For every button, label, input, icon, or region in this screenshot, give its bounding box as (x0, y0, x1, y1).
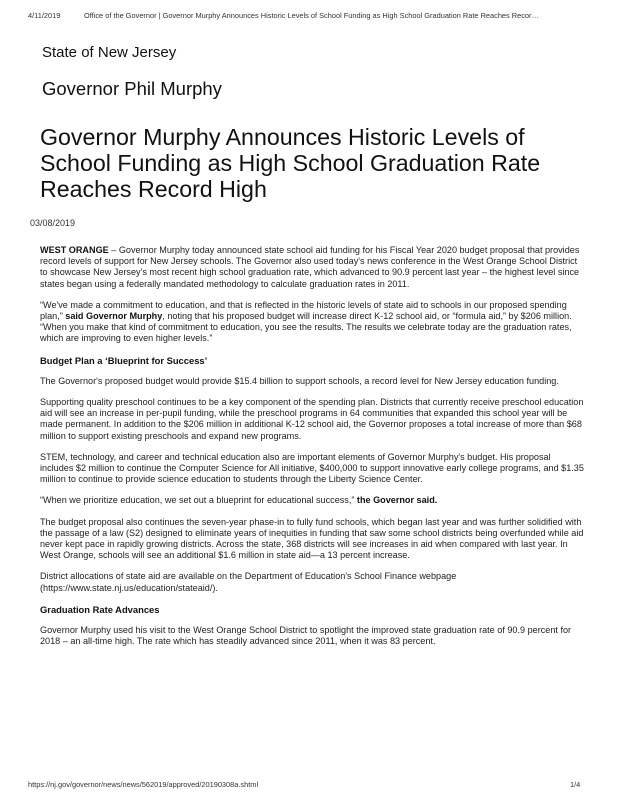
article-date: 03/08/2019 (30, 218, 76, 228)
paragraph-quote (40, 300, 585, 345)
quote-text-b: , noting that his proposed budget will increase direct K-12 school aid, or “formula aid,” by $206 million. “When you make that kind of commitment to education, you see the results. The results we celebrate today are the graduation rates, which are improving to even higher levels.” (40, 311, 572, 344)
dateline: WEST ORANGE (40, 245, 109, 255)
print-footer-page: 1/4 (570, 780, 581, 789)
paragraph-graduation: Governor Murphy used his visit to the West Orange School District to spotlight the improved state graduation rate of 90.9 percent for 2018 – an all-time high. The rate which has steadily advanced since 2011, when it was 83 percent. (40, 625, 572, 647)
article-title: Governor Murphy Announces Historic Levels of School Funding as High School Graduation Rate Reaches Record High (40, 124, 541, 202)
site-state-link[interactable]: State of New Jersey (42, 44, 177, 61)
blueprint-quote-attribution: the Governor said. (354, 495, 438, 506)
quote-text-a: “We've made a commitment to education, and that is reflected in the historic levels of state aid to schools in our proposed spending plan,” (40, 299, 567, 322)
paragraph-blueprint-quote (40, 495, 585, 506)
print-footer-url: https://nj.gov/governor/news/news/562019/approved/20190308a.shtml (28, 780, 259, 789)
paragraph-budget: The Governor's proposed budget would provide $15.4 billion to support schools, a record level for New Jersey education funding. (40, 375, 559, 386)
article-body (40, 245, 585, 657)
paragraph-preschool: Supporting quality preschool continues to be a key component of the spending plan. Districts that currently receive preschool education aid will see an increase in per-pupil funding, while the preschool programs in 64 communities that expanded this school year will be made permanent. In addition to the $206 million in additional K-12 school aid, the Governor proposes a total increase of more than $68 million to support existing preschools and expand new programs. (40, 397, 584, 441)
heading-graduation-rate: Graduation Rate Advances (40, 603, 160, 615)
paragraph-intro (40, 245, 585, 290)
paragraph-allocations: District allocations of state aid are available on the Department of Education's School Finance webpage (https://www.state.nj.us/education/stateaid/). (40, 571, 457, 593)
paragraph-phase-in: The budget proposal also continues the seven-year phase-in to fully fund schools, which began last year and was further solidified with the passage of a law (S2) designed to eliminate years of inequities in funding that saw some school districts being overfunded while aid never kept pace in rapidly growing districts. Across the state, 368 districts will see increases in aid when compared with last year. In West Orange, schools will see an additional $1.6 million in state aid—a 13 percent increase. (40, 516, 584, 561)
intro-text: – Governor Murphy today announced state school aid funding for his Fiscal Year 2020 budget proposal that provides record levels of support for New Jersey schools. The Governor also used today's news conference in the West Orange School District to showcase New Jersey's most recent high school graduation rate, which advanced to 90.9 percent last year – the highest level since states began using a federally mandated methodology to calculate graduation rates in 2011. (40, 245, 580, 289)
print-header-date: 4/11/2019 (28, 11, 61, 20)
blueprint-quote-text: “When we prioritize education, we set out a blueprint for educational success,” (40, 495, 355, 506)
heading-budget-plan: Budget Plan a ‘Blueprint for Success’ (40, 354, 208, 366)
print-header-title: Office of the Governor | Governor Murphy Announces Historic Levels of School Funding as High School Graduation Rate Reaches Recor… (84, 11, 539, 20)
quote-attribution: said Governor Murphy (62, 311, 163, 322)
paragraph-stem: STEM, technology, and career and technical education also are important elements of Governor Murphy's budget. His proposal includes $2 million to continue the Computer Science for All initiative, $400,000 to support innovative early college programs, and $1.35 million to continue to provide science education to students through the Liberty Science Center. (40, 451, 584, 485)
site-governor-link[interactable]: Governor Phil Murphy (42, 78, 222, 99)
